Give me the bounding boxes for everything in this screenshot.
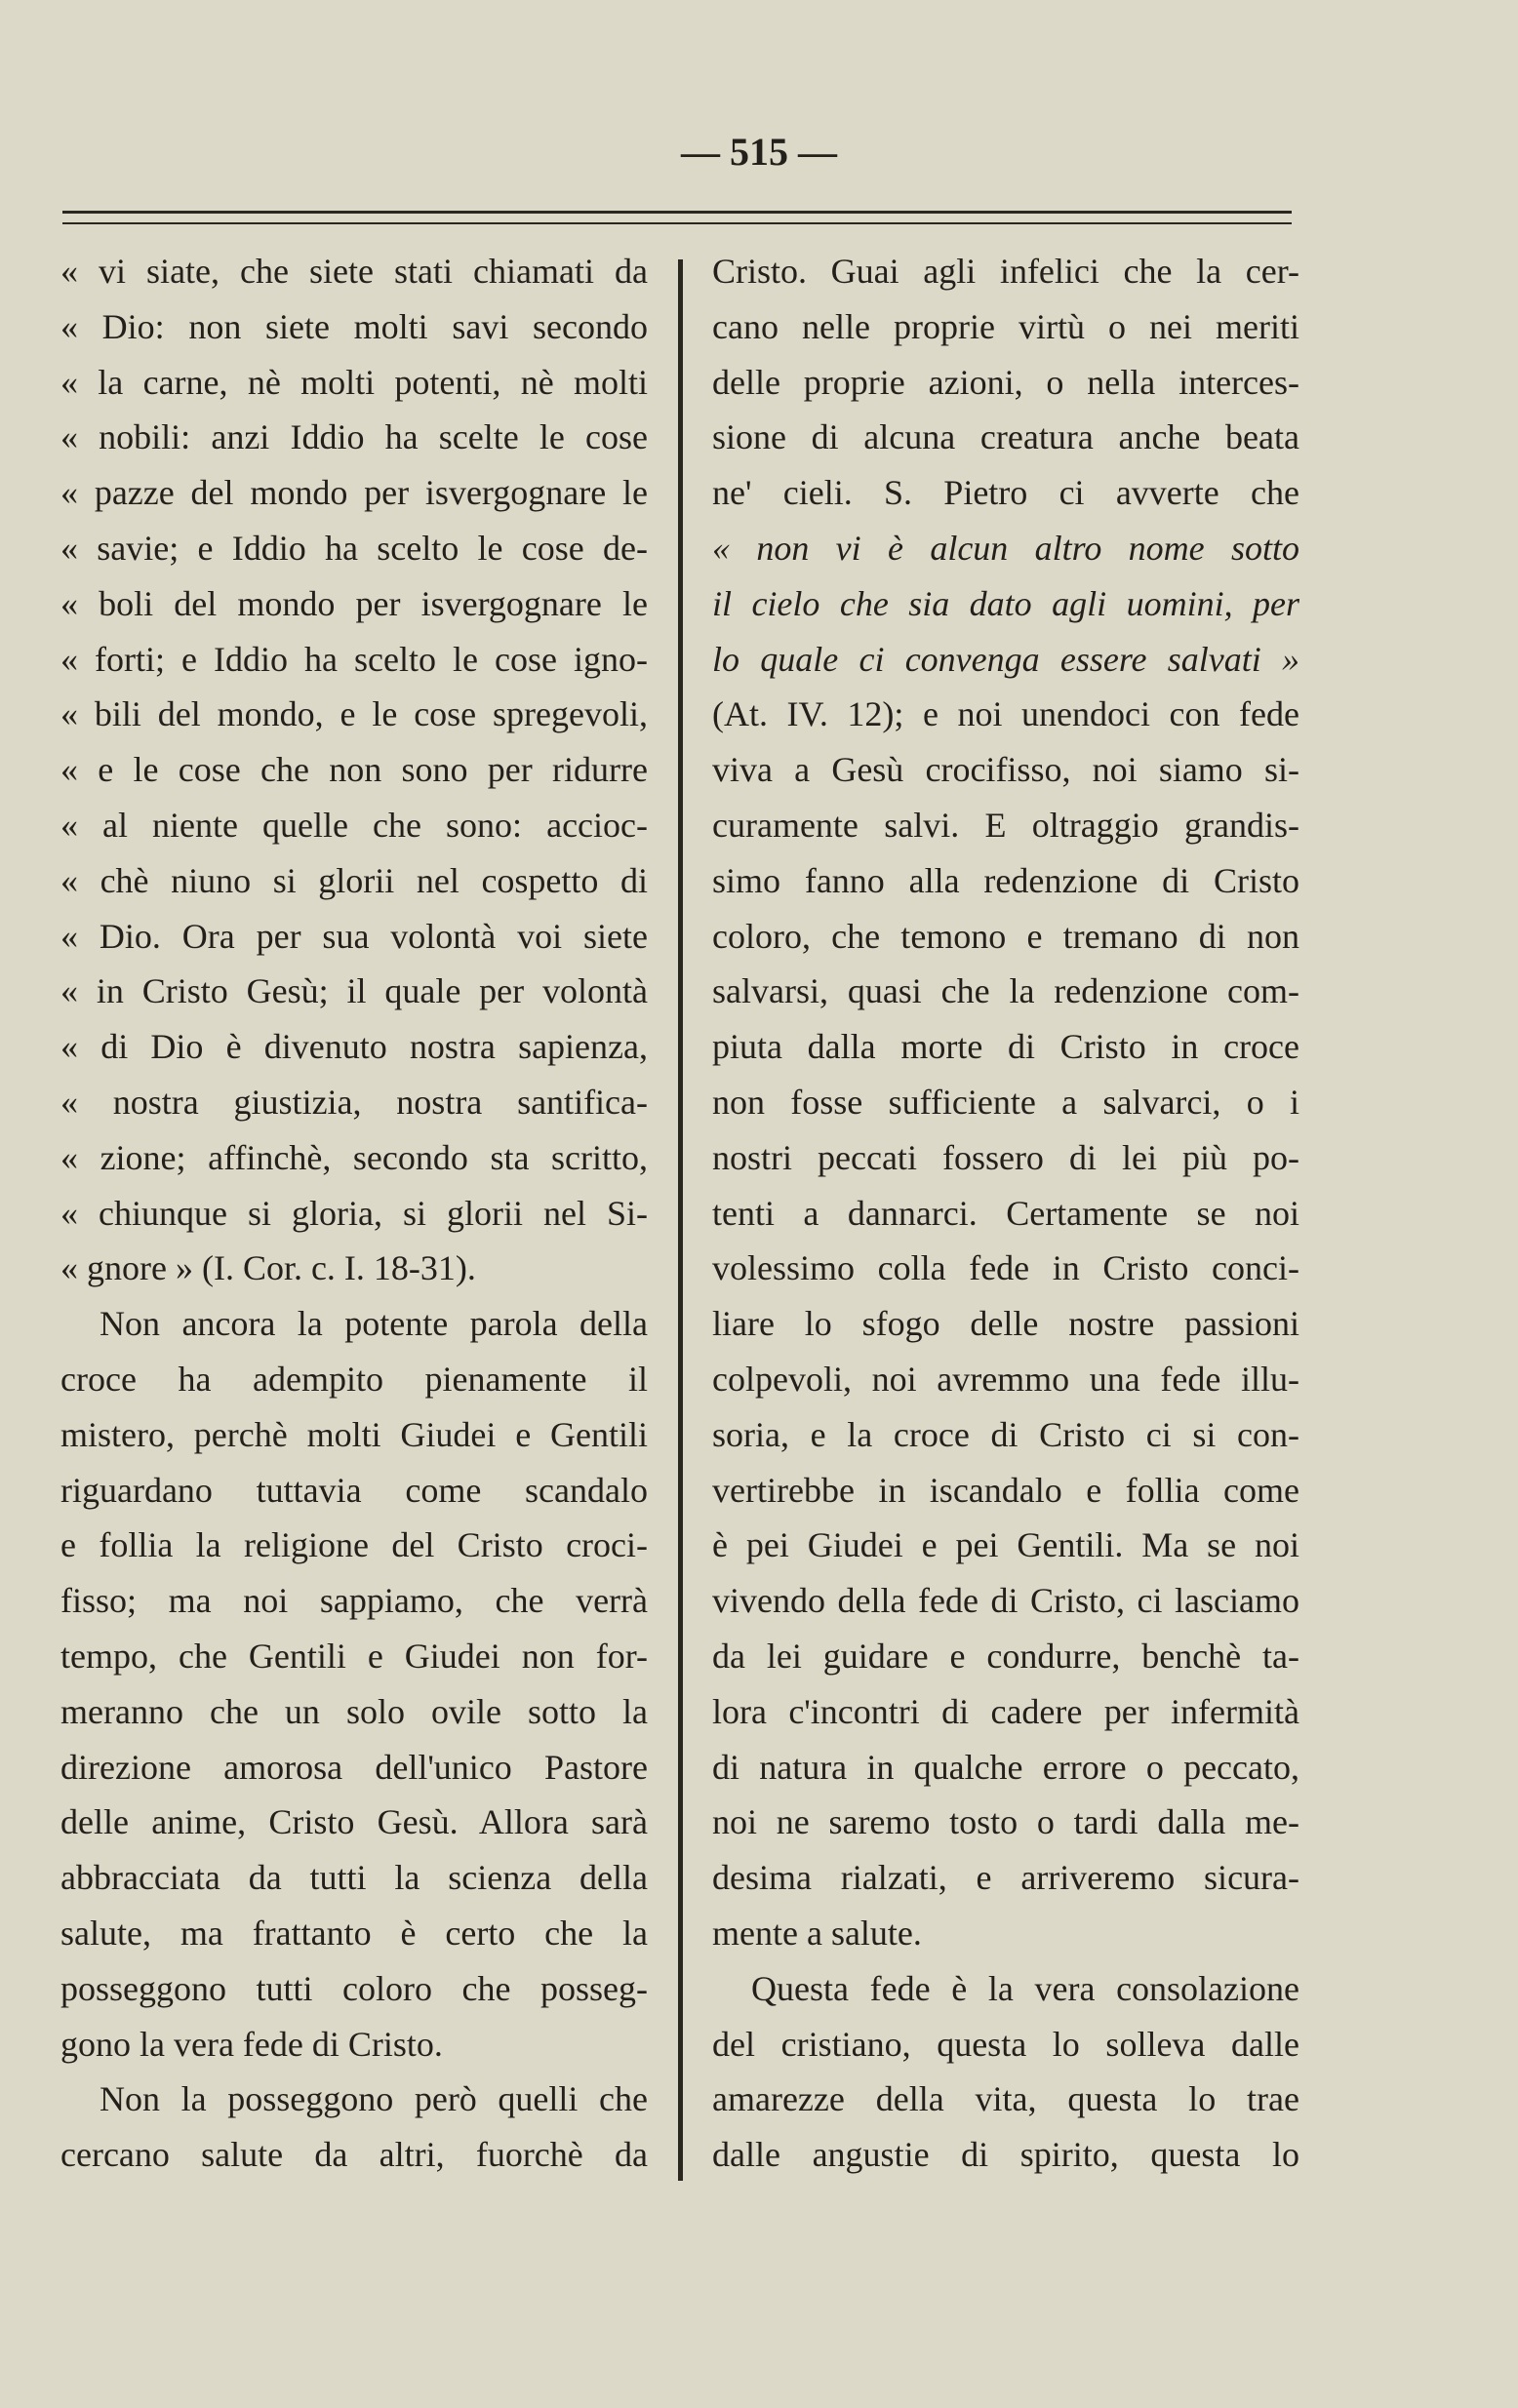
text-line: meranno che un solo ovile sotto la [60,1691,648,1731]
text-line: « zione; affinchè, secondo sta scritto, [60,1137,648,1177]
text-line: « pazze del mondo per isvergognare le [60,473,648,513]
text-line: vertirebbe in iscandalo e follia come [712,1470,1299,1510]
text-line: del cristiano, questa lo solleva dalle [712,2024,1299,2064]
text-line: direzione amorosa dell'unico Pastore [60,1747,648,1787]
text-line: soria, e la croce di Cristo ci si con- [712,1414,1299,1454]
text-line: mistero, perchè molti Giudei e Gentili [60,1414,648,1454]
text-line: e follia la religione del Cristo croci- [60,1525,648,1565]
text-line: di natura in qualche errore o peccato, [712,1747,1299,1787]
text-line: mente a salute. [712,1913,922,1953]
text-line: delle anime, Cristo Gesù. Allora sarà [60,1802,648,1842]
text-line: lo quale ci convenga essere salvati » [712,639,1299,679]
text-line: liare lo sfogo delle nostre passioni [712,1304,1299,1344]
text-line: tenti a dannarci. Certamente se noi [712,1193,1299,1233]
page-number: — 515 — [681,130,837,174]
right-column [712,244,1299,2183]
text-line: « boli del mondo per isvergognare le [60,583,648,623]
text-line: « nobili: anzi Iddio ha scelte le cose [60,417,648,457]
text-line: non fosse sufficiente a salvarci, o i [712,1082,1299,1122]
text-line: « gnore » (I. Cor. c. I. 18-31). [60,1248,476,1288]
text-line: Questa fede è la vera consolazione [751,1968,1299,2008]
text-line: riguardano tuttavia come scandalo [60,1470,648,1510]
text-line: gono la vera fede di Cristo. [60,2024,443,2064]
text-line: delle proprie azioni, o nella interces- [712,362,1299,402]
text-line: « di Dio è divenuto nostra sapienza, [60,1027,648,1067]
text-line: viva a Gesù crocifisso, noi siamo si- [712,750,1299,790]
text-line: fisso; ma noi sappiamo, che verrà [60,1581,648,1621]
text-line: colpevoli, noi avremmo una fede illu- [712,1359,1299,1399]
text-line: « chè niuno si glorii nel cospetto di [60,860,648,900]
text-line: salute, ma frattanto è certo che la [60,1913,648,1953]
text-line: « la carne, nè molti potenti, nè molti [60,362,648,402]
text-line: « non vi è alcun altro nome sotto [712,528,1299,568]
text-line: abbracciata da tutti la scienza della [60,1858,648,1898]
text-line: Cristo. Guai agli infelici che la cer- [712,252,1299,291]
text-line: « in Cristo Gesù; il quale per volontà [60,971,648,1011]
header-rule [62,211,1292,224]
text-line: noi ne saremo tosto o tardi dalla me- [712,1802,1299,1842]
text-line: curamente salvi. E oltraggio grandis- [712,805,1299,845]
text-line: « Dio. Ora per sua volontà voi siete [60,916,648,956]
text-line: salvarsi, quasi che la redenzione com- [712,971,1299,1011]
text-line: Non ancora la potente parola della [100,1304,648,1344]
text-line: croce ha adempito pienamente il [60,1359,648,1399]
text-line: simo fanno alla redenzione di Cristo [712,860,1299,900]
text-line: tempo, che Gentili e Giudei non for- [60,1636,648,1676]
text-line: volessimo colla fede in Cristo conci- [712,1248,1299,1288]
text-line: « chiunque si gloria, si glorii nel Si- [60,1193,648,1233]
text-line: da lei guidare e condurre, benchè ta- [712,1636,1299,1676]
text-line: il cielo che sia dato agli uomini, per [712,583,1299,623]
text-line: « forti; e Iddio ha scelto le cose igno- [60,639,648,679]
text-line: vivendo della fede di Cristo, ci lasciamo [712,1581,1299,1621]
text-line: sione di alcuna creatura anche beata [712,417,1299,457]
text-line: « al niente quelle che sono: accioc- [60,805,648,845]
text-line: amarezze della vita, questa lo trae [712,2079,1299,2119]
text-line: Non la posseggono però quelli che [100,2079,648,2119]
text-line: desima rialzati, e arriveremo sicura- [712,1858,1299,1898]
text-line: « savie; e Iddio ha scelto le cose de- [60,528,648,568]
text-line: « e le cose che non sono per ridurre [60,750,648,790]
text-line: coloro, che temono e tremano di non [712,916,1299,956]
text-line: « nostra giustizia, nostra santifica- [60,1082,648,1122]
text-line: cano nelle proprie virtù o nei meriti [712,306,1299,346]
text-line: dalle angustie di spirito, questa lo [712,2135,1299,2175]
left-column [60,244,648,2183]
text-line: posseggono tutti coloro che posseg- [60,1968,648,2008]
text-line: è pei Giudei e pei Gentili. Ma se noi [712,1525,1299,1565]
text-line: « bili del mondo, e le cose spregevoli, [60,694,648,734]
text-line: (At. IV. 12); e noi unendoci con fede [712,694,1299,734]
text-line: ne' cieli. S. Pietro ci avverte che [712,473,1299,513]
text-line: cercano salute da altri, fuorchè da [60,2135,648,2175]
text-line: nostri peccati fossero di lei più po- [712,1137,1299,1177]
text-line: piuta dalla morte di Cristo in croce [712,1027,1299,1067]
text-line: « vi siate, che siete stati chiamati da [60,252,648,291]
column-divider [678,259,683,2181]
text-line: « Dio: non siete molti savi secondo [60,306,648,346]
text-line: lora c'incontri di cadere per infermità [712,1691,1299,1731]
